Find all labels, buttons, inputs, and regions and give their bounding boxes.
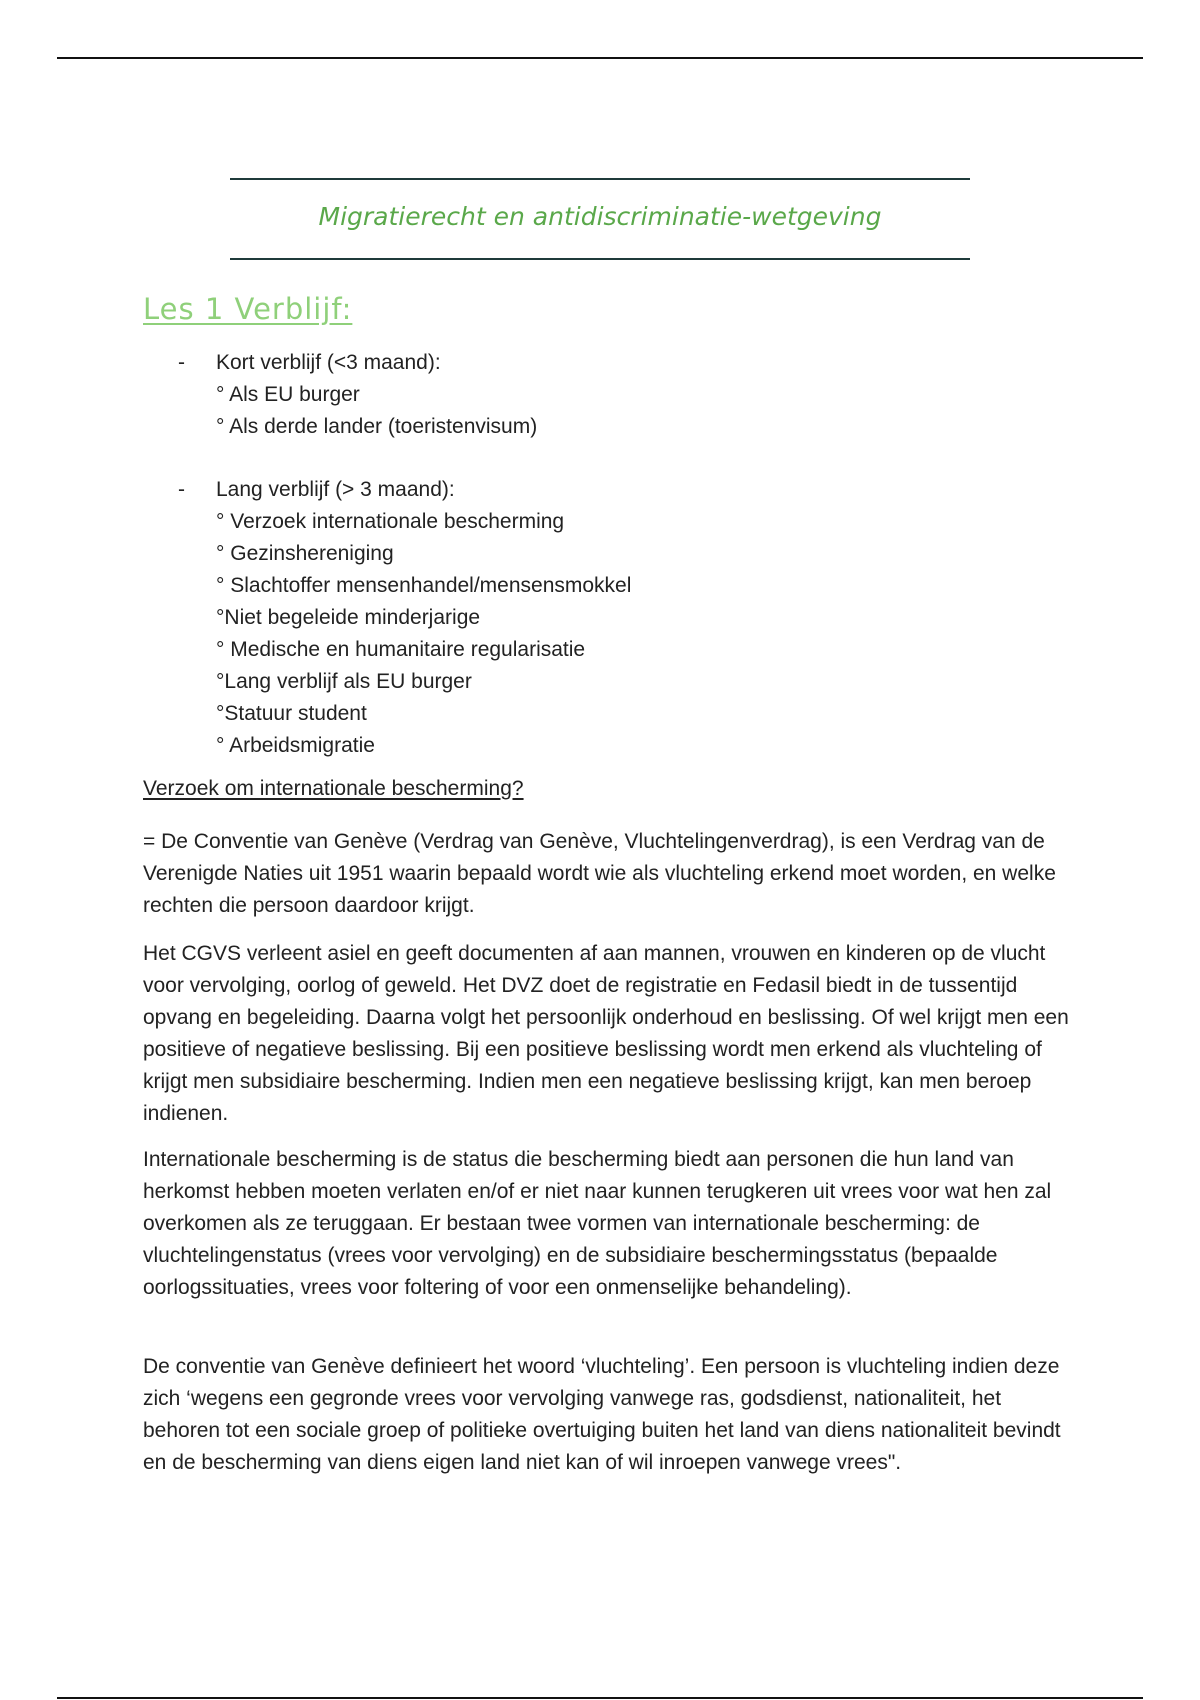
section-heading: Verzoek om internationale bescherming?: [143, 777, 524, 800]
list-subitem: ° Medische en humanitaire regularisatie: [216, 638, 586, 661]
paragraph: = De Conventie van Genève (Verdrag van Genève, Vluchtelingenverdrag), is een Verdrag van de Verenigde Naties uit 1951 waarin bepaald wordt wie als vluchteling erkend moet worden, en welke rechten die persoon daardoor krijgt.: [143, 830, 1056, 917]
list-subitem: ° Gezinshereniging: [216, 542, 394, 565]
list-subitem: ° Verzoek internationale bescherming: [216, 510, 565, 533]
list-item-label: Kort verblijf (<3 maand):: [216, 351, 441, 374]
paragraph: Het CGVS verleent asiel en geeft documenten af aan mannen, vrouwen en kinderen op de vlucht voor vervolging, oorlog of geweld. Het DVZ doet de registratie en Fedasil biedt in de tussentijd opvang en begeleiding. Daarna volgt het persoonlijk onderhoud en beslissing. Of wel krijgt men een positieve of negatieve beslissing. Bij een positieve beslissing wordt men erkend als vluchteling of krijgt men subsidiaire bescherming. Indien men een negatieve beslissing krijgt, kan men beroep indienen.: [143, 942, 1069, 1125]
page-header-rule: [57, 57, 1143, 59]
title-box: [230, 178, 970, 260]
list-subitem: ° Slachtoffer mensenhandel/mensensmokkel: [216, 574, 632, 597]
paragraph: De conventie van Genève definieert het woord ‘vluchteling’. Een persoon is vluchteling indien deze zich ‘wegens een gegronde vrees voor vervolging vanwege ras, godsdienst, nationaliteit, het behoren tot een sociale groep of politieke overtuiging buiten het land van diens nationaliteit bevindt en de bescherming van diens eigen land niet kan of wil inroepen vanwege vrees".: [143, 1355, 1061, 1474]
document-title: Migratierecht en antidiscriminatie-wetgeving: [318, 202, 882, 231]
list-subitem: ° Als EU burger: [216, 383, 360, 406]
lesson-heading: Les 1 Verblijf:: [143, 292, 353, 326]
paragraph: Internationale bescherming is de status die bescherming biedt aan personen die hun land van herkomst hebben moeten verlaten en/of er niet naar kunnen terugkeren uit vrees voor wat hen zal overkomen als ze teruggaan. Er bestaan twee vormen van internationale bescherming: de vluchtelingenstatus (vrees voor vervolging) en de subsidiaire beschermingsstatus (bepaalde oorlogssituaties, vrees voor foltering of voor een onmenselijke behandeling).: [143, 1148, 1052, 1299]
list-subitem: °Niet begeleide minderjarige: [216, 606, 481, 629]
list-subitem: ° Als derde lander (toeristenvisum): [216, 415, 538, 438]
list-item-label: Lang verblijf (> 3 maand):: [216, 478, 455, 501]
page-footer-rule: [57, 1697, 1143, 1699]
list-subitem: ° Arbeidsmigratie: [216, 734, 375, 757]
list-subitem: °Statuur student: [216, 702, 367, 725]
list-dash: -: [178, 478, 185, 501]
list-dash: -: [178, 351, 185, 374]
list-subitem: °Lang verblijf als EU burger: [216, 670, 472, 693]
